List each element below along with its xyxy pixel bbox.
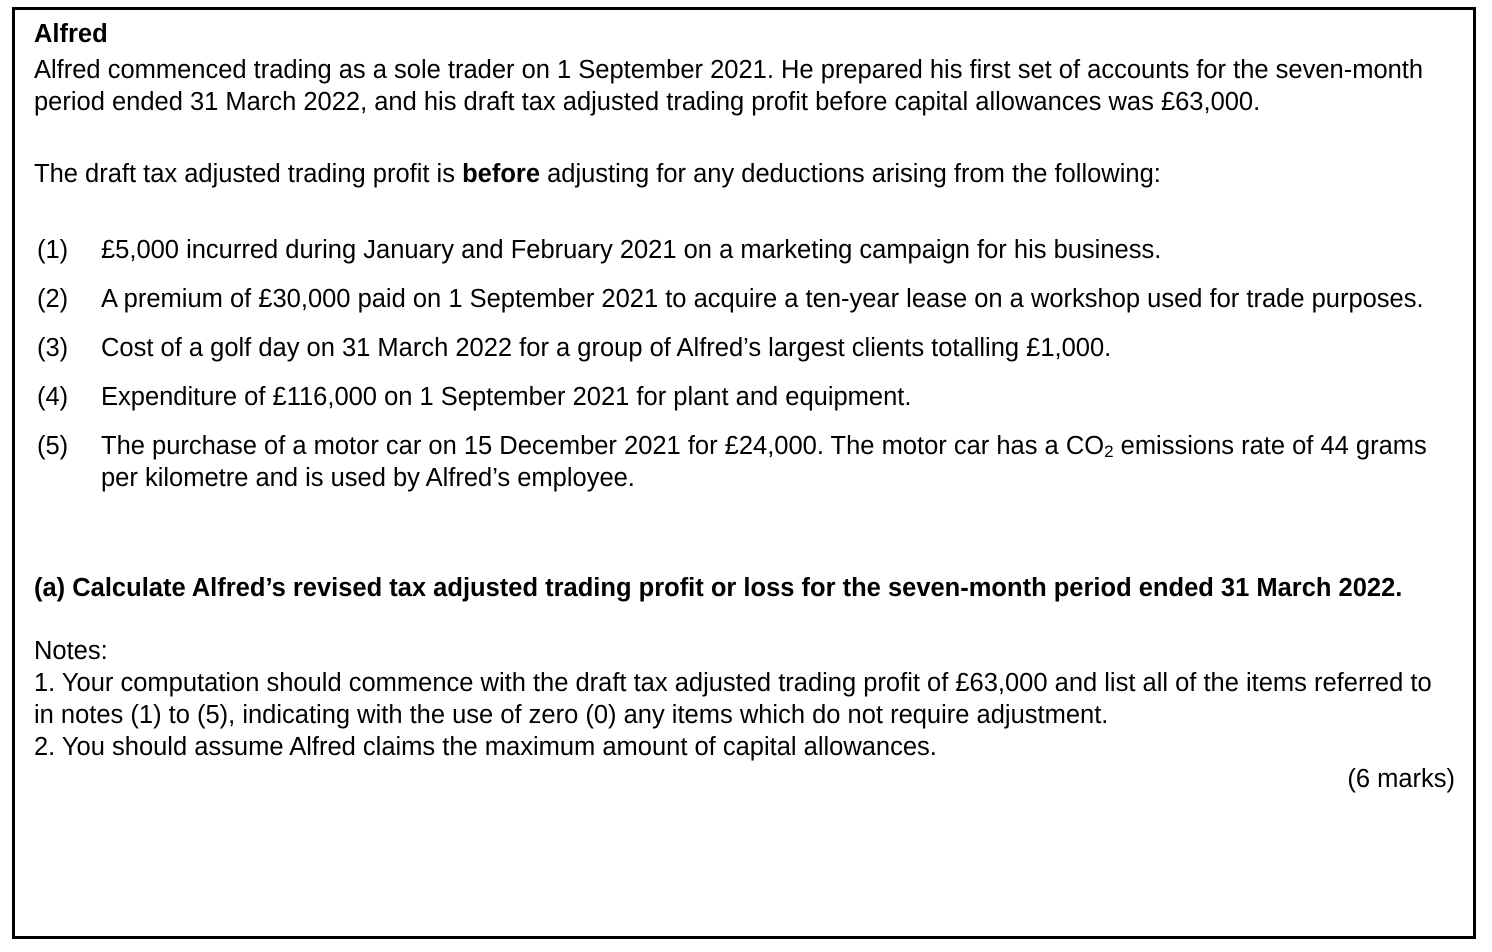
item-number: (1) — [37, 236, 69, 264]
item-text-start: The purchase of a motor car on 15 December 2021 for £24,000. The motor car has a CO — [101, 432, 1105, 460]
draft-note-emphasis: before — [462, 160, 540, 188]
list-item-5 — [34, 430, 1454, 494]
item-number: (3) — [37, 334, 69, 362]
co2-subscript: 2 — [1104, 442, 1114, 461]
notes-section — [34, 635, 1454, 763]
draft-note-paragraph — [34, 158, 1454, 190]
item-number: (5) — [37, 432, 69, 460]
note-2: 2. You should assume Alfred claims the maximum amount of capital allowances. — [34, 733, 937, 761]
question-title: Alfred — [34, 20, 108, 48]
note-1: 1. Your computation should commence with the draft tax adjusted trading profit of £63,000 and list all of the items referred to in notes (1) to (5), indicating with the use of zero (0) any items which do not require adjustment. — [34, 669, 1432, 729]
notes-heading: Notes: — [34, 637, 108, 665]
draft-note-start: The draft tax adjusted trading profit is — [34, 160, 463, 188]
item-text: Cost of a golf day on 31 March 2022 for a group of Alfred’s largest clients totalling £1,000. — [101, 334, 1112, 362]
question-content — [34, 18, 1454, 795]
list-item-2 — [34, 283, 1454, 315]
item-text: A premium of £30,000 paid on 1 September 2021 to acquire a ten-year lease on a workshop used for trade purposes. — [101, 285, 1424, 313]
item-text: £5,000 incurred during January and February 2021 on a marketing campaign for his business. — [101, 236, 1162, 264]
item-text: Expenditure of £116,000 on 1 September 2021 for plant and equipment. — [101, 383, 912, 411]
item-number: (4) — [37, 383, 69, 411]
item-text-end: emissions rate of 44 grams per kilometre and is used by Alfred’s employee. — [101, 432, 1427, 492]
question-prompt: (a) Calculate Alfred’s revised tax adjusted trading profit or loss for the seven-month period ended 31 March 2022. — [34, 574, 1403, 602]
item-number: (2) — [37, 285, 69, 313]
list-item-1 — [34, 234, 1454, 266]
items-list — [34, 234, 1454, 494]
draft-note-end: adjusting for any deductions arising from the following: — [540, 160, 1161, 188]
item-text — [101, 430, 1454, 494]
intro-paragraph: Alfred commenced trading as a sole trader on 1 September 2021. He prepared his first set of accounts for the seven-month period ended 31 March 2022, and his draft tax adjusted trading profit before capital allowances was £63,000. — [34, 56, 1424, 116]
marks-label: (6 marks) — [1347, 765, 1455, 793]
list-item-3 — [34, 332, 1454, 364]
list-item-4 — [34, 381, 1454, 413]
